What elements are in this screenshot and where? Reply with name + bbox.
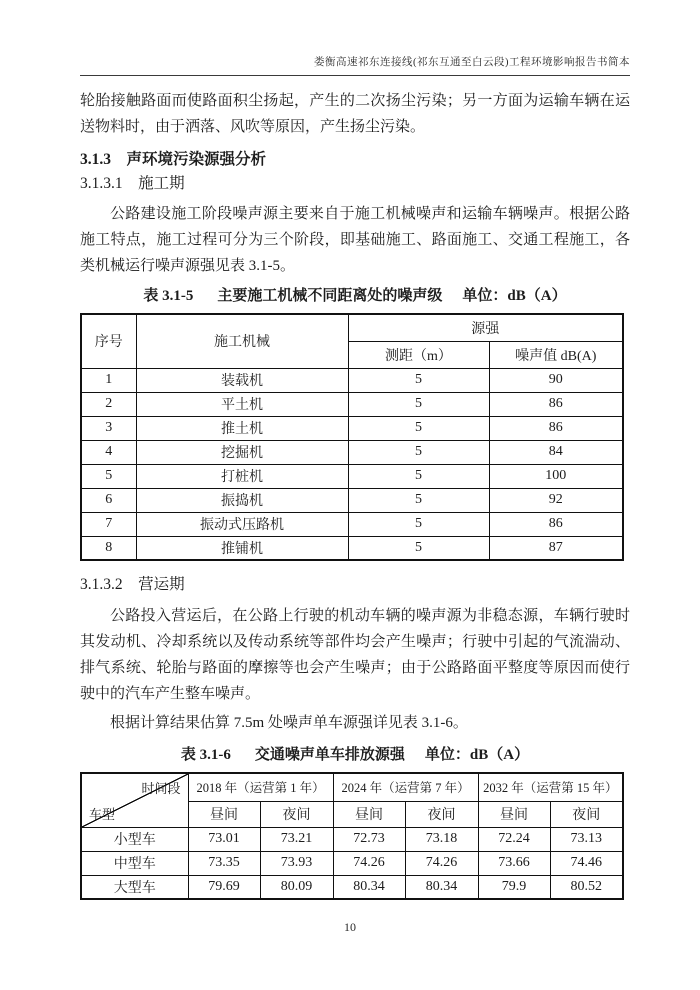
cell-value: 73.01 — [188, 827, 260, 851]
table-row — [81, 536, 623, 560]
diagonal-header-cell — [81, 773, 188, 827]
cell-serial: 8 — [81, 536, 136, 560]
table-3-1-5-machine-noise — [80, 313, 624, 561]
table-row — [81, 464, 623, 488]
cell-machine: 振捣机 — [136, 488, 348, 512]
cell-noise: 84 — [489, 440, 623, 464]
table-header-row — [81, 314, 623, 341]
table-row — [81, 512, 623, 536]
cell-noise: 86 — [489, 392, 623, 416]
cell-value: 73.93 — [260, 851, 333, 875]
paragraph-source-strength-ref: 根据计算结果估算 7.5m 处噪声单车源强详见表 3.1-6。 — [110, 715, 468, 731]
table-row — [81, 827, 623, 851]
cell-value: 72.24 — [478, 827, 550, 851]
cell-value: 74.26 — [333, 851, 405, 875]
cell-value: 74.46 — [550, 851, 623, 875]
cell-machine: 打桩机 — [136, 464, 348, 488]
cell-serial: 2 — [81, 392, 136, 416]
cell-vehicle-type: 大型车 — [81, 875, 188, 899]
header-cell-noise: 噪声值 dB(A) — [489, 341, 623, 368]
cell-noise: 86 — [489, 416, 623, 440]
cell-distance: 5 — [348, 416, 489, 440]
table-3-1-5-caption — [80, 286, 630, 306]
cell-machine: 平土机 — [136, 392, 348, 416]
table-3-1-5-caption-title: 主要施工机械不同距离处的噪声级 — [217, 288, 443, 304]
header-cell-year-2024: 2024 年（运营第 7 年） — [333, 773, 478, 801]
table-row — [81, 368, 623, 392]
cell-vehicle-type: 中型车 — [81, 851, 188, 875]
header-cell-serial: 序号 — [81, 314, 136, 368]
cell-serial: 1 — [81, 368, 136, 392]
cell-machine: 振动式压路机 — [136, 512, 348, 536]
cell-value: 73.18 — [405, 827, 478, 851]
cell-value: 79.69 — [188, 875, 260, 899]
diagonal-label-vehicle-type: 车型 — [89, 806, 116, 822]
paragraph-construction-noise: 公路建设施工阶段噪声源主要来自于施工机械噪声和运输车辆噪声。根据公路施工特点，施工过程可分为三个阶段，即基础施工、路面施工、交通工程施工，各类机械运行噪声源强见表 3.1-5。 — [80, 206, 630, 274]
table-3-1-6-caption — [80, 745, 630, 765]
header-cell-day: 昼间 — [333, 801, 405, 827]
cell-value: 74.26 — [405, 851, 478, 875]
cell-value: 73.21 — [260, 827, 333, 851]
cell-noise: 86 — [489, 512, 623, 536]
cell-distance: 5 — [348, 464, 489, 488]
table-row — [81, 851, 623, 875]
cell-noise: 92 — [489, 488, 623, 512]
cell-value: 80.34 — [333, 875, 405, 899]
header-cell-day: 昼间 — [478, 801, 550, 827]
section-heading-3-1-3-1: 3.1.3.1 施工期 — [80, 175, 185, 192]
cell-vehicle-type: 小型车 — [81, 827, 188, 851]
cell-machine: 推铺机 — [136, 536, 348, 560]
header-cell-day: 昼间 — [188, 801, 260, 827]
table-row — [81, 416, 623, 440]
cell-value: 73.66 — [478, 851, 550, 875]
cell-serial: 6 — [81, 488, 136, 512]
cell-machine: 挖掘机 — [136, 440, 348, 464]
cell-distance: 5 — [348, 536, 489, 560]
section-heading-3-1-3-2: 3.1.3.2 营运期 — [80, 576, 185, 593]
diagonal-label-time-period: 时间段 — [141, 781, 181, 796]
running-header — [80, 56, 630, 76]
table-year-header-row — [81, 773, 623, 801]
cell-machine: 推土机 — [136, 416, 348, 440]
cell-value: 73.35 — [188, 851, 260, 875]
cell-value: 80.09 — [260, 875, 333, 899]
header-cell-year-2018: 2018 年（运营第 1 年） — [188, 773, 333, 801]
header-cell-year-2032: 2032 年（运营第 15 年） — [478, 773, 623, 801]
cell-value: 79.9 — [478, 875, 550, 899]
cell-noise: 90 — [489, 368, 623, 392]
page-content — [80, 56, 630, 900]
cell-serial: 7 — [81, 512, 136, 536]
cell-machine: 装载机 — [136, 368, 348, 392]
table-3-1-5-caption-label: 表 3.1-5 — [143, 288, 194, 304]
table-3-1-6-caption-unit: 单位：dB（A） — [424, 747, 530, 763]
table-row — [81, 488, 623, 512]
cell-distance: 5 — [348, 392, 489, 416]
header-cell-night: 夜间 — [405, 801, 478, 827]
cell-noise: 100 — [489, 464, 623, 488]
header-cell-night: 夜间 — [550, 801, 623, 827]
cell-value: 72.73 — [333, 827, 405, 851]
header-cell-machine: 施工机械 — [136, 314, 348, 368]
cell-distance: 5 — [348, 440, 489, 464]
table-3-1-6-caption-title: 交通噪声单车排放源强 — [254, 747, 405, 763]
cell-noise: 87 — [489, 536, 623, 560]
table-3-1-5-caption-unit: 单位：dB（A） — [462, 288, 567, 304]
table-row — [81, 392, 623, 416]
paragraph-dust-pollution: 轮胎接触路面而使路面积尘扬起，产生的二次扬尘污染；另一方面为运输车辆在运送物料时，由于洒落、风吹等原因，产生扬尘污染。 — [80, 93, 630, 135]
cell-value: 80.52 — [550, 875, 623, 899]
header-cell-night: 夜间 — [260, 801, 333, 827]
cell-distance: 5 — [348, 512, 489, 536]
cell-value: 80.34 — [405, 875, 478, 899]
cell-serial: 5 — [81, 464, 136, 488]
cell-serial: 3 — [81, 416, 136, 440]
section-heading-3-1-3: 3.1.3 声环境污染源强分析 — [80, 151, 267, 168]
cell-serial: 4 — [81, 440, 136, 464]
table-3-1-6-traffic-noise — [80, 772, 624, 900]
header-cell-distance: 测距（m） — [348, 341, 489, 368]
running-header-title: 娄衡高速祁东连接线(祁东互通至白云段)工程环境影响报告书简本 — [314, 57, 630, 68]
table-3-1-6-caption-label: 表 3.1-6 — [180, 747, 231, 763]
cell-distance: 5 — [348, 488, 489, 512]
page-number: 10 — [344, 920, 356, 934]
table-row — [81, 875, 623, 899]
paragraph-operation-noise: 公路投入营运后，在公路上行驶的机动车辆的噪声源为非稳态源，车辆行驶时其发动机、冷却系统以及传动系统等部件均会产生噪声；行驶中引起的气流湍动、排气系统、轮胎与路面的摩擦等也会产生噪声；由于公路路面平整度等原因而使行驶中的汽车产生整车噪声。 — [80, 608, 630, 702]
table-row — [81, 440, 623, 464]
header-cell-source: 源强 — [348, 314, 623, 341]
cell-distance: 5 — [348, 368, 489, 392]
cell-value: 73.13 — [550, 827, 623, 851]
